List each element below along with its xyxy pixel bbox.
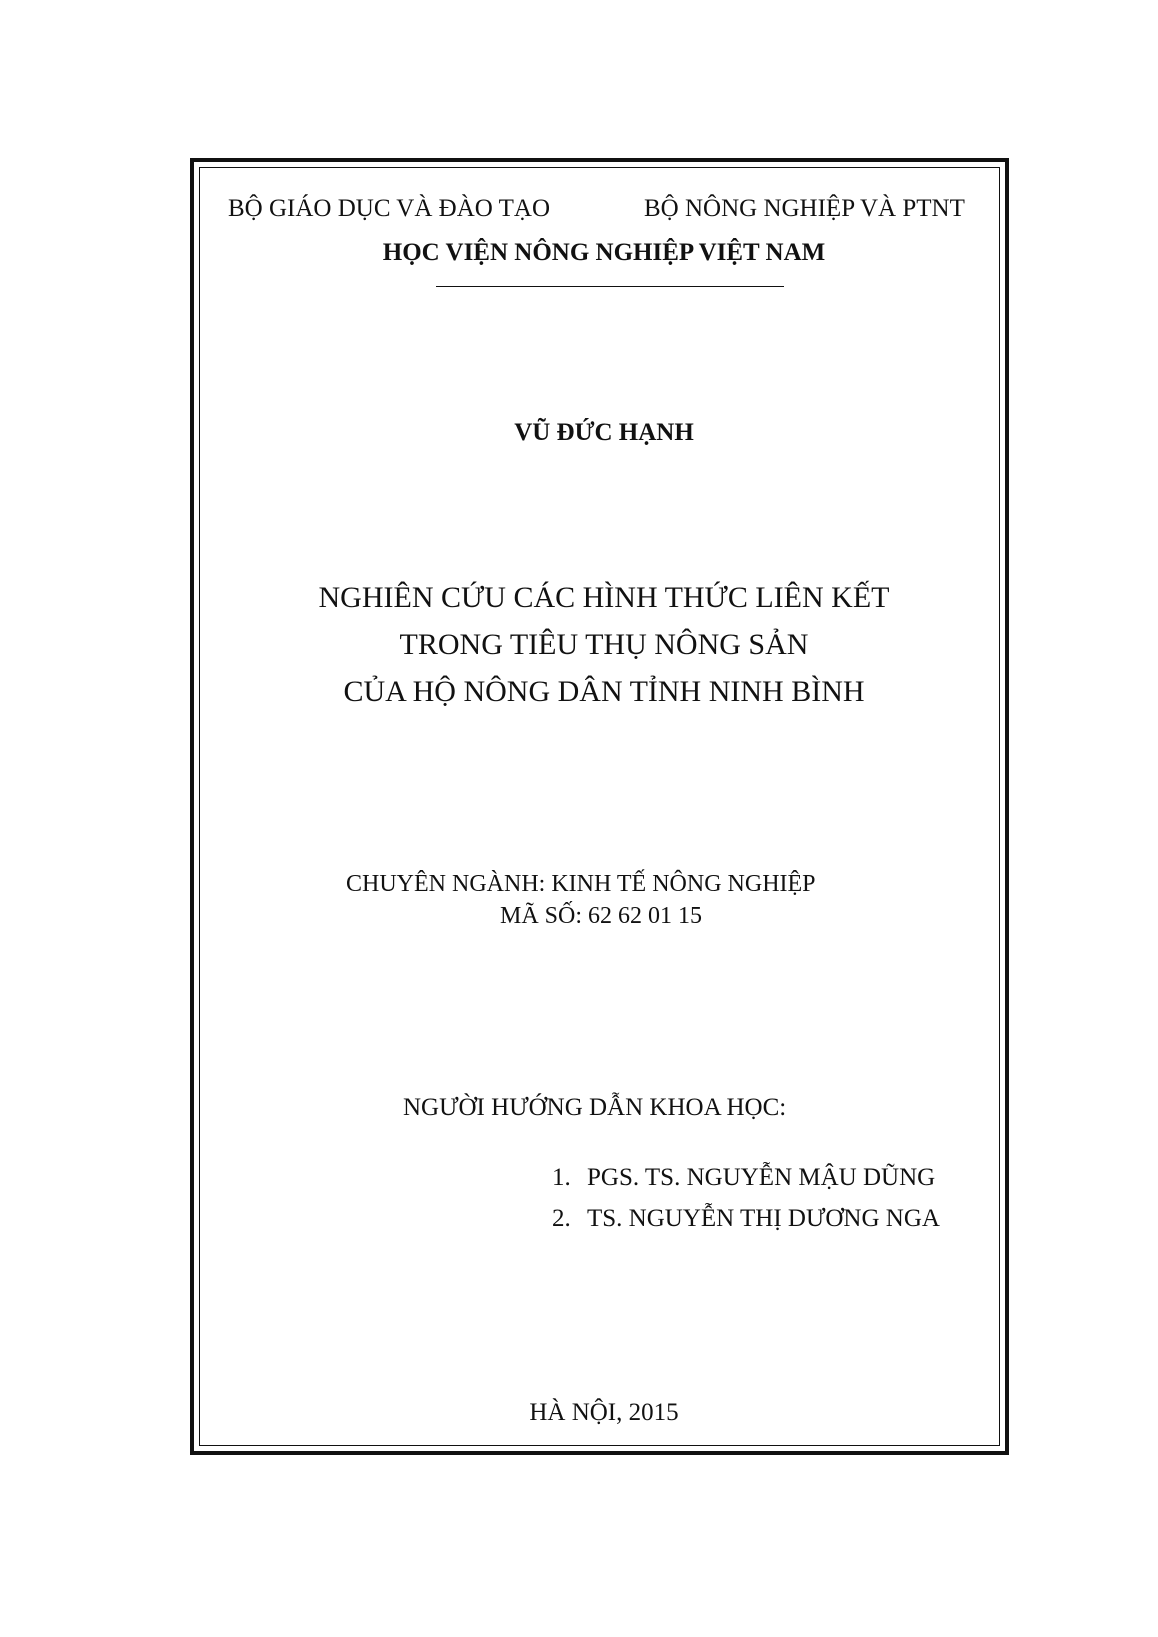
place-and-year: HÀ NỘI, 2015 [529, 1399, 679, 1426]
advisor-number: 2. [552, 1205, 571, 1232]
specialization-major: CHUYÊN NGÀNH: KINH TẾ NÔNG NGHIỆP [346, 871, 816, 897]
advisor-item [552, 1165, 935, 1190]
ministry-education: BỘ GIÁO DỤC VÀ ĐÀO TẠO [228, 195, 550, 222]
author-name: VŨ ĐỨC HẠNH [514, 419, 694, 446]
advisors-label: NGƯỜI HƯỚNG DẪN KHOA HỌC: [403, 1094, 787, 1121]
thesis-title-line: NGHIÊN CỨU CÁC HÌNH THỨC LIÊN KẾT [318, 581, 890, 614]
advisor-item [552, 1206, 940, 1231]
advisor-name: TS. NGUYỄN THỊ DƯƠNG NGA [587, 1205, 940, 1232]
ministry-agriculture: BỘ NÔNG NGHIỆP VÀ PTNT [644, 195, 965, 222]
academy-name: HỌC VIỆN NÔNG NGHIỆP VIỆT NAM [382, 239, 826, 266]
header-divider [436, 286, 784, 287]
advisor-number: 1. [552, 1164, 571, 1191]
thesis-title-line: CỦA HỘ NÔNG DÂN TỈNH NINH BÌNH [343, 675, 865, 708]
thesis-title-line: TRONG TIÊU THỤ NÔNG SẢN [399, 628, 809, 661]
specialization-code: MÃ SỐ: 62 62 01 15 [500, 903, 703, 929]
cover-border-inner [199, 167, 1000, 1446]
advisor-name: PGS. TS. NGUYỄN MẬU DŨNG [587, 1164, 936, 1191]
